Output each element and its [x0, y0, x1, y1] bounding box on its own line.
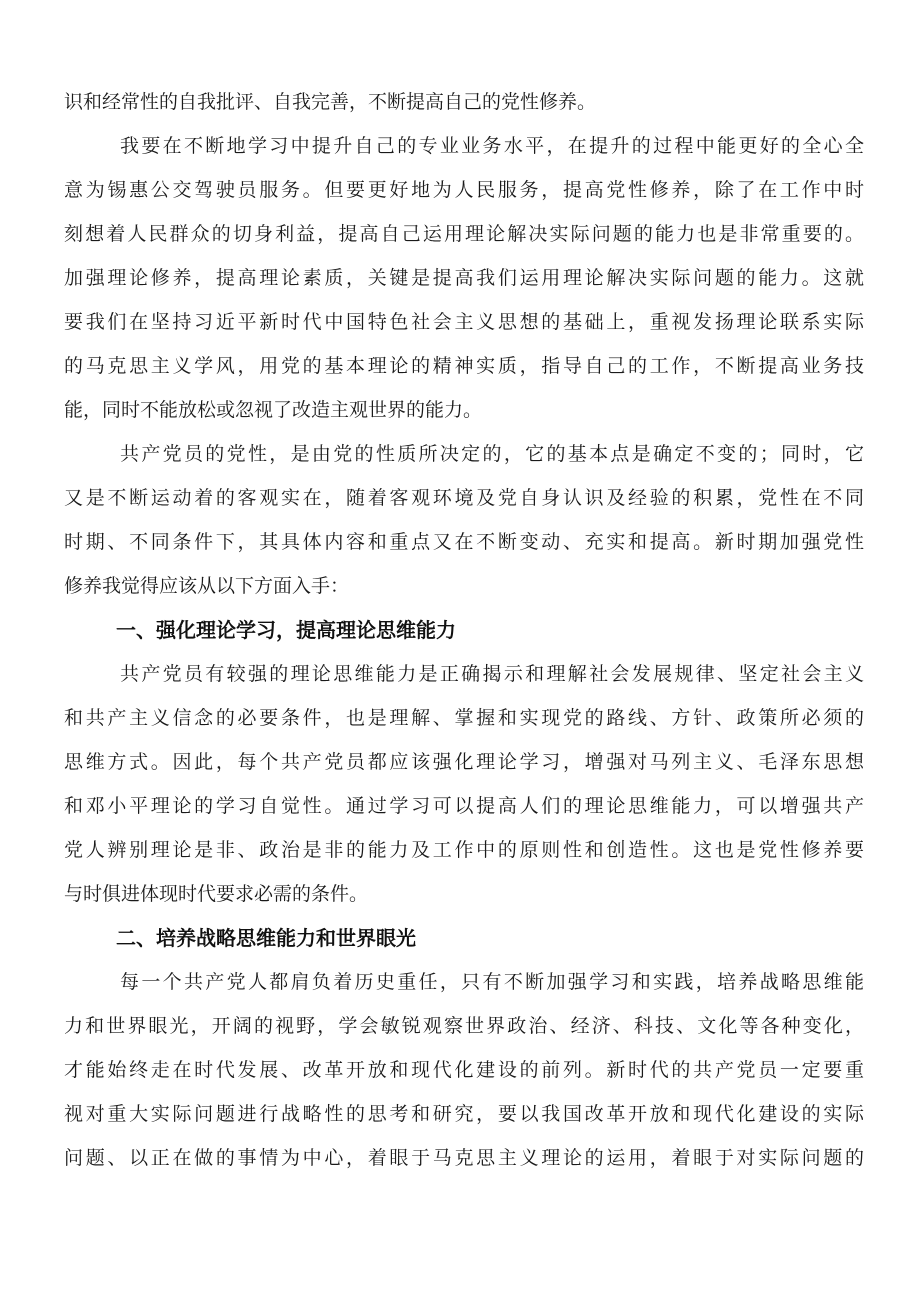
- paragraph-line: 修养我觉得应该从以下方面入手：: [64, 575, 350, 597]
- paragraph-line: 与时俱进体现时代要求必需的条件。: [64, 883, 369, 905]
- paragraph-line: 和邓小平理论的学习自觉性。通过学习可以提高人们的理论思维能力，可以增强共产: [64, 795, 864, 817]
- paragraph-line: 意为锡惠公交驾驶员服务。但要更好地为人民服务，提高党性修养，除了在工作中时: [64, 179, 864, 201]
- paragraph-line: 共产党员有较强的理论思维能力是正确揭示和理解社会发展规律、坚定社会主义: [120, 663, 864, 685]
- paragraph-line: 加强理论修养，提高理论素质，关键是提高我们运用理论解决实际问题的能力。这就: [64, 267, 864, 289]
- paragraph-line: 思维方式。因此，每个共产党员都应该强化理论学习，增强对马列主义、毛泽东思想: [64, 751, 864, 773]
- paragraph-line: 刻想着人民群众的切身利益，提高自己运用理论解决实际问题的能力也是非常重要的。: [64, 223, 864, 245]
- paragraph-line: 党人辨别理论是非、政治是非的能力及工作中的原则性和创造性。这也是党性修养要: [64, 839, 864, 861]
- document-body: [64, 80, 864, 1180]
- paragraph-line: 共产党员的党性，是由党的性质所决定的，它的基本点是确定不变的；同时，它: [120, 443, 864, 465]
- paragraph-line: 视对重大实际问题进行战略性的思考和研究，要以我国改革开放和现代化建设的实际: [64, 1103, 864, 1125]
- section-heading: 一、强化理论学习，提高理论思维能力: [116, 618, 456, 642]
- paragraph-line: 每一个共产党人都肩负着历史重任，只有不断加强学习和实践，培养战略思维能: [120, 971, 864, 993]
- section-heading: 二、培养战略思维能力和世界眼光: [116, 926, 416, 950]
- paragraph-line: 我要在不断地学习中提升自己的专业业务水平，在提升的过程中能更好的全心全: [120, 135, 864, 157]
- paragraph-line: 才能始终走在时代发展、改革开放和现代化建设的前列。新时代的共产党员一定要重: [64, 1059, 864, 1081]
- paragraph-line: 时期、不同条件下，其具体内容和重点又在不断变动、充实和提高。新时期加强党性: [64, 531, 864, 553]
- paragraph-line: 和共产主义信念的必要条件，也是理解、掌握和实现党的路线、方针、政策所必须的: [64, 707, 864, 729]
- paragraph-line: 又是不断运动着的客观实在，随着客观环境及党自身认识及经验的积累，党性在不同: [64, 487, 864, 509]
- paragraph-line: 能，同时不能放松或忽视了改造主观世界的能力。: [64, 399, 483, 421]
- paragraph-line: 的马克思主义学风，用党的基本理论的精神实质，指导自己的工作，不断提高业务技: [64, 355, 864, 377]
- paragraph-line: 力和世界眼光，开阔的视野，学会敏锐观察世界政治、经济、科技、文化等各种变化，: [64, 1015, 864, 1037]
- paragraph-line: 要我们在坚持习近平新时代中国特色社会主义思想的基础上，重视发扬理论联系实际: [64, 311, 864, 333]
- paragraph-line: 识和经常性的自我批评、自我完善，不断提高自己的党性修养。: [64, 91, 597, 113]
- paragraph-line: 问题、以正在做的事情为中心，着眼于马克思主义理论的运用，着眼于对实际问题的: [64, 1147, 864, 1169]
